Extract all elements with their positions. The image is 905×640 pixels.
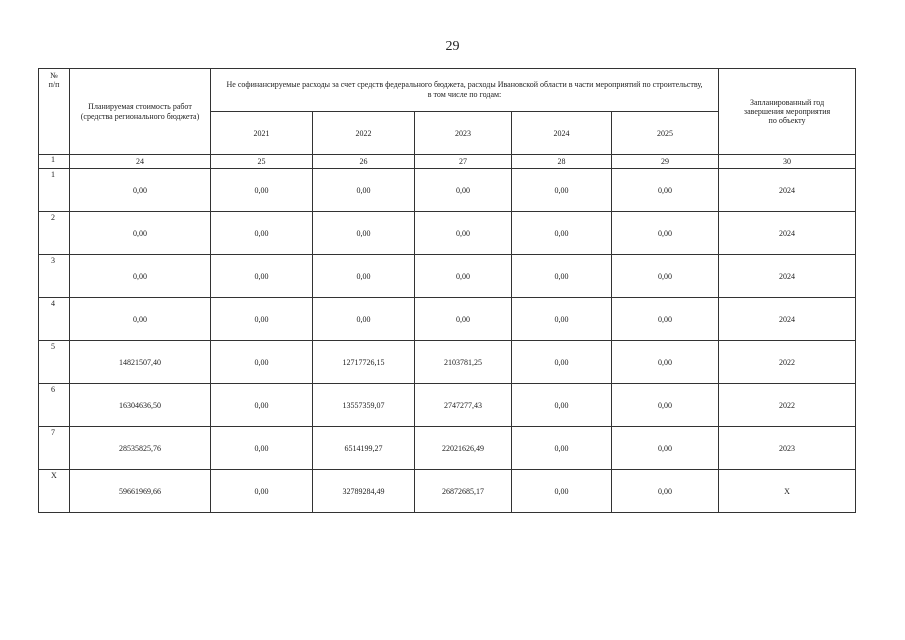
header-row-number-label: № п/п: [48, 71, 60, 89]
cell-2022: 0,00: [313, 298, 415, 341]
column-index-cell: 24: [70, 155, 211, 169]
header-expenses-group-label: Не софинансируемые расходы за счет средств федерального бюджета, расходы Ивановской области в части мероприятий по строительству, в том числе по годам:: [226, 80, 703, 99]
total-row: [39, 470, 856, 513]
cell-2024: 0,00: [512, 384, 612, 427]
header-planned-cost-label: Планируемая стоимость работ (средства регионального бюджета): [80, 101, 200, 121]
cell-2023: 26872685,17: [415, 470, 512, 513]
row-number: 5: [39, 341, 70, 384]
table-row: [39, 341, 856, 384]
cell-2023: 2747277,43: [415, 384, 512, 427]
header-year-2022: 2022: [313, 112, 415, 155]
cell-2024: 0,00: [512, 341, 612, 384]
cell-2024: 0,00: [512, 255, 612, 298]
cell-2021: 0,00: [211, 169, 313, 212]
cell-planned-year: 2024: [719, 169, 856, 212]
table-row: [39, 384, 856, 427]
cell-2023: 22021626,49: [415, 427, 512, 470]
table-row: [39, 212, 856, 255]
header-row-number: [39, 69, 70, 155]
cell-2025: 0,00: [612, 427, 719, 470]
row-number: 3: [39, 255, 70, 298]
column-index-cell: 25: [211, 155, 313, 169]
cell-2022: 6514199,27: [313, 427, 415, 470]
cell-planned-cost: 14821507,40: [70, 341, 211, 384]
table-row: [39, 298, 856, 341]
cell-planned-cost: 0,00: [70, 212, 211, 255]
cell-planned-year: 2022: [719, 384, 856, 427]
row-number: 6: [39, 384, 70, 427]
cell-planned-year: 2024: [719, 212, 856, 255]
cell-2025: 0,00: [612, 470, 719, 513]
header-planned-cost: [70, 69, 211, 155]
cell-planned-year: 2022: [719, 341, 856, 384]
cell-2024: 0,00: [512, 298, 612, 341]
cell-2023: 0,00: [415, 169, 512, 212]
cell-2021: 0,00: [211, 470, 313, 513]
column-index-cell: 29: [612, 155, 719, 169]
cell-2021: 0,00: [211, 384, 313, 427]
cell-2025: 0,00: [612, 341, 719, 384]
cell-planned-cost: 0,00: [70, 298, 211, 341]
cell-2023: 0,00: [415, 212, 512, 255]
table-row: [39, 427, 856, 470]
cell-2025: 0,00: [612, 298, 719, 341]
cell-2025: 0,00: [612, 212, 719, 255]
cell-2025: 0,00: [612, 255, 719, 298]
cell-2021: 0,00: [211, 341, 313, 384]
header-year-2025: 2025: [612, 112, 719, 155]
cell-2024: 0,00: [512, 427, 612, 470]
table-row: [39, 255, 856, 298]
header-planned-year-label: Запланированный год завершения мероприятия по объекту: [743, 98, 831, 125]
cell-2022: 32789284,49: [313, 470, 415, 513]
cell-2021: 0,00: [211, 255, 313, 298]
column-index-cell: 27: [415, 155, 512, 169]
header-year-2021: 2021: [211, 112, 313, 155]
cell-2022: 13557359,07: [313, 384, 415, 427]
header-expenses-group: [211, 69, 719, 112]
cell-2021: 0,00: [211, 427, 313, 470]
header-year-2024: 2024: [512, 112, 612, 155]
budget-table: [38, 68, 856, 513]
row-number: Х: [39, 470, 70, 513]
cell-2022: 0,00: [313, 255, 415, 298]
cell-2023: 0,00: [415, 298, 512, 341]
cell-2023: 2103781,25: [415, 341, 512, 384]
cell-2021: 0,00: [211, 212, 313, 255]
cell-2024: 0,00: [512, 169, 612, 212]
header-planned-year: [719, 69, 856, 155]
cell-planned-cost: 0,00: [70, 169, 211, 212]
header-year-2023: 2023: [415, 112, 512, 155]
cell-planned-cost: 0,00: [70, 255, 211, 298]
cell-2024: 0,00: [512, 470, 612, 513]
page-number: 29: [445, 39, 460, 54]
cell-planned-cost: 28535825,76: [70, 427, 211, 470]
row-number: 2: [39, 212, 70, 255]
row-number: 1: [39, 169, 70, 212]
row-number: 7: [39, 427, 70, 470]
column-index-cell: 26: [313, 155, 415, 169]
column-index-row: [39, 155, 856, 169]
cell-2025: 0,00: [612, 384, 719, 427]
row-number: 4: [39, 298, 70, 341]
cell-2023: 0,00: [415, 255, 512, 298]
cell-2022: 0,00: [313, 212, 415, 255]
cell-2021: 0,00: [211, 298, 313, 341]
cell-planned-cost: 59661969,66: [70, 470, 211, 513]
cell-2024: 0,00: [512, 212, 612, 255]
table-row: [39, 169, 856, 212]
cell-2022: 12717726,15: [313, 341, 415, 384]
cell-planned-year: Х: [719, 470, 856, 513]
column-index-cell: 28: [512, 155, 612, 169]
cell-2022: 0,00: [313, 169, 415, 212]
cell-planned-year: 2024: [719, 255, 856, 298]
column-index-cell: 30: [719, 155, 856, 169]
column-index-cell: 1: [39, 155, 70, 169]
cell-planned-cost: 16304636,50: [70, 384, 211, 427]
cell-2025: 0,00: [612, 169, 719, 212]
cell-planned-year: 2023: [719, 427, 856, 470]
cell-planned-year: 2024: [719, 298, 856, 341]
